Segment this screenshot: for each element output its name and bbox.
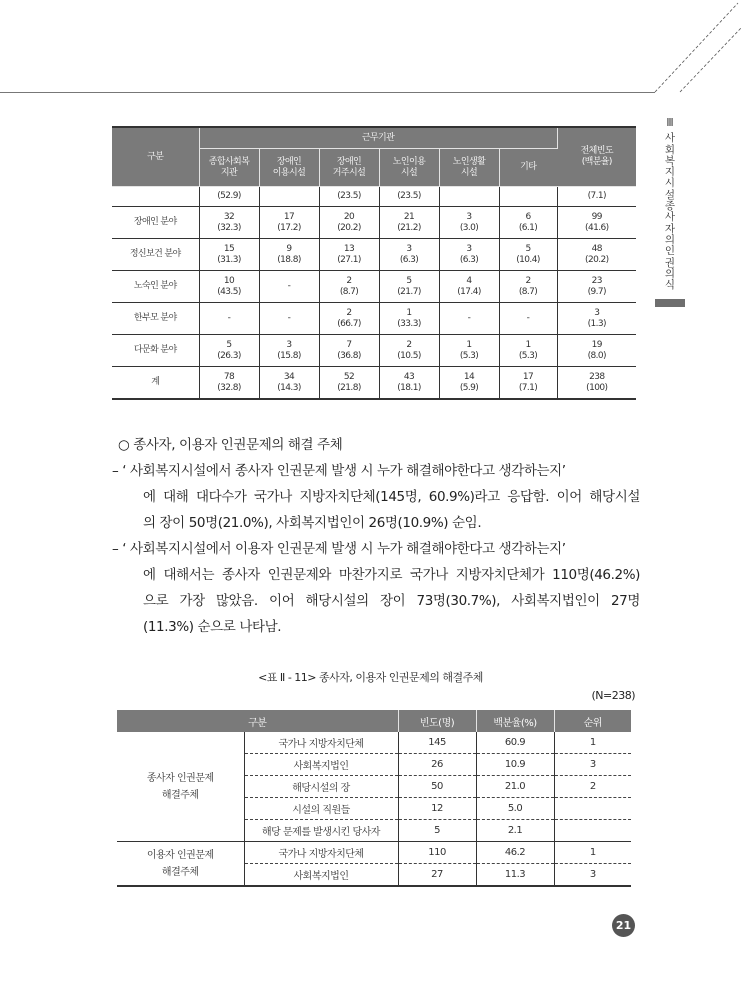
- table-cell: [557, 303, 636, 335]
- col-header: [199, 149, 259, 187]
- text-line: 장애인: [336, 156, 362, 167]
- text-line: 1: [406, 307, 412, 318]
- table-cell: 1: [554, 842, 631, 864]
- text-line: 지관: [220, 167, 238, 178]
- text-line: 17: [283, 211, 295, 222]
- text-line: (32.3): [217, 222, 241, 233]
- table-cell: [557, 239, 636, 271]
- text-line: 17: [522, 371, 534, 382]
- table-cell: 110: [398, 842, 476, 864]
- subject-label: 사회복지법인: [244, 864, 398, 887]
- row-label: 정신보건 분야: [112, 239, 199, 271]
- table-cell: [439, 367, 499, 400]
- side-title-char: 인: [664, 245, 676, 258]
- text-line: (5.9): [459, 382, 479, 393]
- text-line: 1: [525, 339, 531, 350]
- text-line: 2: [346, 275, 352, 286]
- side-title-char: 시: [664, 177, 676, 190]
- table-cell: [319, 207, 379, 239]
- table-row: [112, 303, 636, 335]
- table-cell: 50: [398, 776, 476, 798]
- table-row: [112, 367, 636, 400]
- row-label: 계: [112, 367, 199, 400]
- side-title-char: 의: [664, 233, 676, 246]
- text-line: -: [467, 313, 471, 323]
- table-cell: [439, 187, 499, 207]
- table-cell: (7.1): [557, 187, 636, 207]
- text-line: 노인생활: [452, 156, 486, 167]
- table-cell: [319, 271, 379, 303]
- table-cell: [557, 367, 636, 400]
- page-number: 21: [612, 914, 635, 937]
- text-line: 9: [286, 243, 292, 254]
- text-line: 해결주체: [161, 866, 199, 878]
- text-line: 전체빈도: [580, 146, 613, 156]
- text-line: (20.2): [337, 222, 361, 233]
- text-line: 5: [406, 275, 412, 286]
- text-line: (8.7): [339, 286, 359, 297]
- table-row: [117, 842, 631, 864]
- col-header: [499, 149, 557, 187]
- table-cell: [557, 271, 636, 303]
- table-cell: 60.9: [476, 732, 554, 754]
- paragraph-line: 에 대해 대다수가 국가나 지방자치단체(145명, 60.9%)라고 응답함. 이어 해당시설: [143, 489, 640, 505]
- text-line: 14: [463, 371, 475, 382]
- side-title-char: 설: [664, 188, 676, 201]
- text-line: 3: [286, 339, 292, 350]
- table-cell: [557, 335, 636, 367]
- side-title-char: 회: [664, 143, 676, 156]
- table-cell: 11.3: [476, 864, 554, 887]
- side-marker-bar: [655, 299, 685, 307]
- table-cell: 1: [554, 732, 631, 754]
- header-corner-decoration: [640, 0, 741, 100]
- text-line: 4: [466, 275, 472, 286]
- table-cell: [439, 303, 499, 335]
- side-title-char: 권: [664, 256, 676, 269]
- text-line: 종사자 인권문제: [146, 772, 214, 784]
- side-title-char: 복: [664, 154, 676, 167]
- text-line: 해결주체: [161, 789, 199, 801]
- col-gubun: 구분: [117, 710, 398, 732]
- text-line: (21.2): [397, 222, 421, 233]
- text-line: 6: [525, 211, 531, 222]
- side-chapter-title: [655, 118, 685, 307]
- text-line: (100): [586, 382, 608, 393]
- table-cell: [379, 303, 439, 335]
- table-cell: 27: [398, 864, 476, 887]
- text-line: 21: [403, 211, 415, 222]
- text-line: (43.5): [217, 286, 241, 297]
- paragraph-line: – ‘ 사회복지시설에서 종사자 인권문제 발생 시 누가 해결해야한다고 생각하는지’: [112, 463, 566, 479]
- group-label: [117, 842, 244, 887]
- text-line: 3: [406, 243, 412, 254]
- text-line: -: [526, 313, 530, 323]
- table-cell: [259, 367, 319, 400]
- text-line: (32.8): [217, 382, 241, 393]
- table-cell: [499, 187, 557, 207]
- text-line: (5.3): [459, 350, 479, 361]
- text-line: (10.5): [397, 350, 421, 361]
- col-header: [319, 149, 379, 187]
- table-cell: 26: [398, 754, 476, 776]
- table-cell: [554, 820, 631, 842]
- col-frequency: 빈도(명): [398, 710, 476, 732]
- text-line: 23: [591, 275, 602, 286]
- text-line: 34: [283, 371, 295, 382]
- table-row: [112, 207, 636, 239]
- text-line: 13: [343, 243, 355, 254]
- table-cell: [319, 367, 379, 400]
- paragraph-line: 에 대해서는 종사자 인권문제와 마찬가지로 국가나 지방자치단체가 110명(46.2%): [143, 567, 640, 583]
- text-line: 5: [525, 243, 531, 254]
- text-line: (백분율): [581, 157, 612, 167]
- text-line: 5: [226, 339, 232, 350]
- table-cell: [319, 303, 379, 335]
- section-heading: ○ 종사자, 이용자 인권문제의 해결 주체: [118, 437, 343, 453]
- side-title-char: Ⅲ: [666, 117, 674, 129]
- table-cell: [259, 207, 319, 239]
- text-line: 이용시설: [272, 167, 306, 178]
- text-line: 32: [223, 211, 235, 222]
- text-line: 2: [406, 339, 412, 350]
- text-line: (36.8): [337, 350, 361, 361]
- text-line: 종합사회복: [208, 156, 250, 167]
- paragraph-line: 으로 가장 많았음. 이어 해당시설의 장이 73명(30.7%), 사회복지법인이 27명: [143, 593, 640, 609]
- table-cell: [439, 271, 499, 303]
- resolution-subject-table: [117, 710, 631, 887]
- side-title-char: 사: [664, 132, 676, 145]
- table-cell: [439, 207, 499, 239]
- text-line: 3: [466, 211, 472, 222]
- table-cell: [379, 271, 439, 303]
- text-line: (6.3): [459, 254, 479, 265]
- text-line: 2: [525, 275, 531, 286]
- side-title-char: 지: [664, 166, 676, 179]
- table-cell: 5.0: [476, 798, 554, 820]
- table-cell: [319, 335, 379, 367]
- text-line: 52: [343, 371, 355, 382]
- group-label: [117, 732, 244, 842]
- table-cell: [379, 239, 439, 271]
- text-line: (15.8): [277, 350, 301, 361]
- table-cell: [499, 239, 557, 271]
- table-cell: 3: [554, 864, 631, 887]
- table-cell: 21.0: [476, 776, 554, 798]
- table-cell: (23.5): [319, 187, 379, 207]
- text-line: (66.7): [337, 318, 361, 329]
- table-cell: 3: [554, 754, 631, 776]
- text-line: 238: [589, 371, 605, 382]
- table-cell: (23.5): [379, 187, 439, 207]
- text-line: 3: [594, 307, 600, 318]
- text-line: -: [227, 313, 231, 323]
- row-label: 장애인 분야: [112, 207, 199, 239]
- text-line: (20.2): [585, 254, 609, 265]
- text-line: (5.3): [518, 350, 538, 361]
- text-line: (21.7): [397, 286, 421, 297]
- text-line: (41.6): [585, 222, 609, 233]
- text-line: (21.8): [337, 382, 361, 393]
- text-line: (3.0): [459, 222, 479, 233]
- text-line: (17.2): [277, 222, 301, 233]
- table-caption: <표 Ⅱ - 11> 종사자, 이용자 인권문제의 해결주체: [258, 671, 483, 684]
- col-header: [439, 149, 499, 187]
- table-cell: [499, 335, 557, 367]
- col-percent: 백분율(%): [476, 710, 554, 732]
- table-cell: [379, 367, 439, 400]
- table-cell: [199, 239, 259, 271]
- text-line: 장애인: [276, 156, 302, 167]
- table-cell: (52.9): [199, 187, 259, 207]
- text-line: (6.3): [399, 254, 419, 265]
- table-cell: [199, 367, 259, 400]
- table-cell: 2.1: [476, 820, 554, 842]
- text-line: 10: [223, 275, 235, 286]
- subject-label: 국가나 지방자치단체: [244, 842, 398, 864]
- text-line: 이용자 인권문제: [146, 849, 214, 861]
- side-title-char: 종: [664, 200, 676, 213]
- table-cell: [499, 367, 557, 400]
- text-line: (7.1): [518, 382, 538, 393]
- table-cell: [199, 271, 259, 303]
- col-header: [379, 149, 439, 187]
- table-cell: [259, 187, 319, 207]
- text-line: (18.1): [397, 382, 421, 393]
- text-line: (6.1): [518, 222, 538, 233]
- table-cell: [259, 303, 319, 335]
- text-line: (9.7): [587, 286, 606, 297]
- text-line: 78: [223, 371, 235, 382]
- text-line: 15: [223, 243, 235, 254]
- table-row: [112, 335, 636, 367]
- col-header: [259, 149, 319, 187]
- row-label: 한부모 분야: [112, 303, 199, 335]
- text-line: (18.8): [277, 254, 301, 265]
- table-cell: 12: [398, 798, 476, 820]
- text-line: -: [287, 313, 291, 323]
- subject-label: 시설의 직원들: [244, 798, 398, 820]
- paragraph-line: 의 장이 50명(21.0%), 사회복지법인이 26명(10.9%) 순임.: [143, 515, 482, 531]
- table-cell: [557, 207, 636, 239]
- table-cell: 46.2: [476, 842, 554, 864]
- table-cell: [199, 207, 259, 239]
- side-title-char: 자: [664, 222, 676, 235]
- table-cell: [379, 207, 439, 239]
- side-title-char: 의: [664, 267, 676, 280]
- subject-label: 해당 문제를 발생시킨 당사자: [244, 820, 398, 842]
- table-cell: [499, 207, 557, 239]
- table-cell: [379, 335, 439, 367]
- row-label: 노숙인 분야: [112, 271, 199, 303]
- table-cell: 5: [398, 820, 476, 842]
- text-line: (31.3): [217, 254, 241, 265]
- table-cell: [319, 239, 379, 271]
- body-text: [112, 432, 640, 640]
- text-line: (8.7): [518, 286, 538, 297]
- text-line: 시설: [400, 167, 418, 178]
- text-line: 48: [591, 243, 602, 254]
- text-line: (14.3): [277, 382, 301, 393]
- text-line: 1: [466, 339, 472, 350]
- table-cell: [259, 335, 319, 367]
- text-line: 기타: [520, 162, 537, 172]
- text-line: -: [287, 281, 291, 291]
- workplace-field-table: [112, 126, 636, 400]
- text-line: 거주시설: [332, 167, 366, 178]
- table-cell: 145: [398, 732, 476, 754]
- text-line: (8.0): [587, 350, 606, 361]
- group-header: 근무기관: [199, 127, 557, 149]
- text-line: 19: [591, 339, 602, 350]
- table-row: [112, 239, 636, 271]
- text-line: 43: [403, 371, 415, 382]
- subject-label: 해당시설의 장: [244, 776, 398, 798]
- row-label: 다문화 분야: [112, 335, 199, 367]
- col-gubun: 구분: [112, 127, 199, 187]
- table-cell: [112, 187, 199, 207]
- table-cell: [499, 303, 557, 335]
- table-cell: [259, 271, 319, 303]
- col-total: [557, 127, 636, 187]
- table-cell: [554, 798, 631, 820]
- text-line: 7: [346, 339, 352, 350]
- table-cell: [199, 303, 259, 335]
- text-line: (10.4): [516, 254, 540, 265]
- text-line: (17.4): [457, 286, 481, 297]
- paragraph-line: (11.3%) 순으로 나타남.: [143, 619, 282, 635]
- text-line: 3: [466, 243, 472, 254]
- table-cell: 10.9: [476, 754, 554, 776]
- side-title-char: 사: [664, 211, 676, 224]
- table-cell: [499, 271, 557, 303]
- table-cell: [199, 335, 259, 367]
- table-row: [117, 732, 631, 754]
- text-line: (1.3): [587, 318, 606, 329]
- side-title-char: 식: [664, 279, 676, 292]
- text-line: (27.1): [337, 254, 361, 265]
- sample-size: (N=238): [591, 689, 635, 702]
- table-cell: [259, 239, 319, 271]
- paragraph-line: – ‘ 사회복지시설에서 이용자 인권문제 발생 시 누가 해결해야한다고 생각하는지’: [112, 541, 566, 557]
- text-line: 노인이용: [392, 156, 426, 167]
- text-line: 20: [343, 211, 355, 222]
- subject-label: 국가나 지방자치단체: [244, 732, 398, 754]
- col-rank: 순위: [554, 710, 631, 732]
- text-line: 99: [591, 211, 602, 222]
- table-cell: [439, 239, 499, 271]
- subject-label: 사회복지법인: [244, 754, 398, 776]
- table-cell: 2: [554, 776, 631, 798]
- text-line: 2: [346, 307, 352, 318]
- text-line: (26.3): [217, 350, 241, 361]
- text-line: 시설: [460, 167, 478, 178]
- table-cell: [439, 335, 499, 367]
- text-line: (33.3): [397, 318, 421, 329]
- header-rule: [0, 92, 655, 93]
- table-row: [112, 271, 636, 303]
